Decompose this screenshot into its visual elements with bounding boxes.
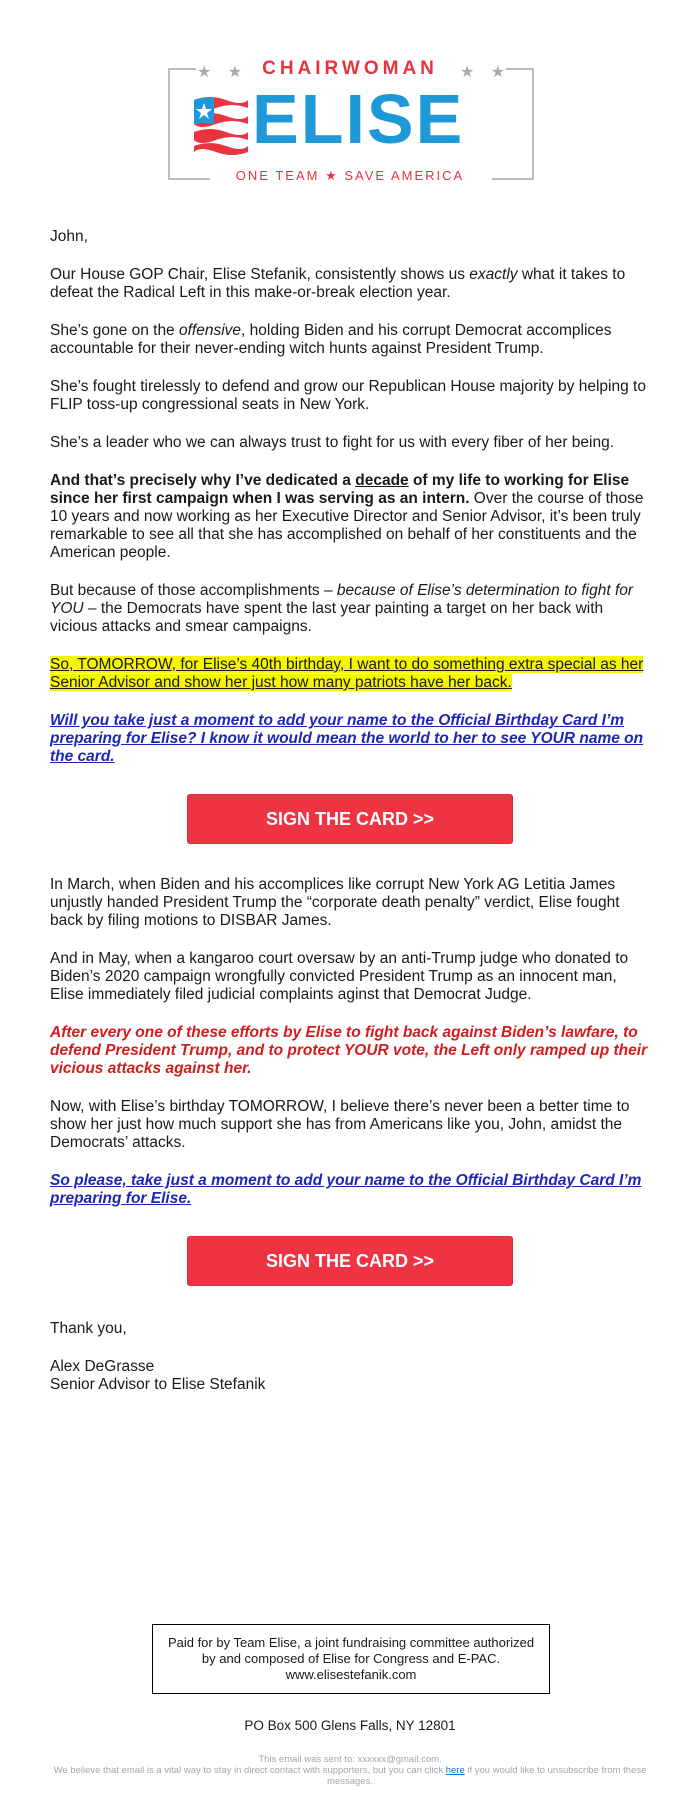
highlight-text: So, TOMORROW, for Elise’s 40th birthday, I want to do something extra special as her Senior Advisor and show her just how many patriots have her back. — [50, 656, 644, 691]
paragraph-11: Now, with Elise’s birthday TOMORROW, I believe there’s never been a better time to show her just how much support she has from Americans like you, John, amidst the Democrats’ attacks. — [50, 1098, 630, 1151]
paragraph-3: She’s fought tirelessly to defend and grow our Republican House majority by helping to FLIP toss-up congressional seats in New York. — [50, 378, 646, 413]
red-alert-paragraph: After every one of these efforts by Elise to fight back against Biden’s lawfare, to defend President Trump, and to protect YOUR vote, the Left only ramped up their vicious attacks against her. — [50, 1024, 648, 1077]
birthday-card-link-1[interactable]: Will you take just a moment to add your name to the Official Birthday Card I’m preparing for Elise? I know it would mean the world to her to see YOUR name on the card. — [50, 712, 644, 765]
paragraph-1: Our House GOP Chair, Elise Stefanik, consistently shows us exactly what it takes to defeat the Radical Left in this make-or-break election year. — [50, 266, 626, 301]
sent-to-text: This email was sent to: xxxxxx@gmail.com. — [258, 1754, 442, 1765]
unsubscribe-link[interactable]: here — [445, 1765, 465, 1776]
signature-name: Alex DeGrasse — [50, 1358, 155, 1375]
paragraph-5: And that’s precisely why I’ve dedicated a decade of my life to working for Elise since her first campaign when I was serving as an intern. Over the course of those 10 years and now working as her Executive Director and Senior Advisor, it’s been truly remarkable to see all that she has accomplished on behalf of her constituents and the American people. — [50, 472, 644, 561]
paragraph-6: But because of those accomplishments – because of Elise’s determination to fight for YOU – the Democrats have spent the last year painting a target on her back with vicious attacks and smear campaigns. — [50, 582, 634, 635]
flag-icon — [190, 94, 248, 158]
signature — [50, 1358, 650, 1394]
sign-the-card-button[interactable]: SIGN THE CARD >> — [187, 794, 513, 844]
logo-elise-text: ELISE — [252, 80, 465, 158]
paragraph-9: And in May, when a kangaroo court oversaw by an anti-Trump judge who donated to Biden’s 2020 campaign wrongfully convicted President Trump as an innocent man, Elise immediately filed judicial complaints aginst that Democrat Judge. — [50, 950, 629, 1003]
email-body — [50, 228, 650, 1394]
unsubscribe-notice: This email was sent to: xxxxxx@gmail.com. We believe that email is a vital way to stay in direct contact with supporters, but you can click here if you would like to unsubscribe from these messages. — [40, 1754, 660, 1787]
logo-tagline: ONE TEAM ★ SAVE AMERICA — [235, 168, 465, 183]
paid-for-disclaimer: Paid for by Team Elise, a joint fundraising committee authorized by and composed of Elise for Congress and E-PAC. www.elisestefanik.com — [152, 1624, 550, 1694]
greeting: John, — [50, 228, 88, 245]
star-icon: ★ ★ — [197, 64, 249, 81]
closing: Thank you, — [50, 1320, 127, 1337]
logo-chairwoman-text: CHAIRWOMAN — [262, 58, 438, 79]
logo — [0, 0, 700, 200]
paragraph-2: She’s gone on the offensive, holding Biden and his corrupt Democrat accomplices accountable for their never-ending witch hunts against President Trump. — [50, 322, 612, 357]
sign-the-card-button-2[interactable]: SIGN THE CARD >> — [187, 1236, 513, 1286]
paragraph-8: In March, when Biden and his accomplices like corrupt New York AG Letitia James unjustly handed President Trump the “corporate death penalty” verdict, Elise fought back by filing motions to DISBAR James. — [50, 876, 620, 929]
highlighted-paragraph — [50, 656, 650, 692]
star-icon: ★ ★ — [460, 64, 512, 81]
paragraph-4: She’s a leader who we can always trust to fight for us with every fiber of her being. — [50, 434, 615, 451]
signature-title: Senior Advisor to Elise Stefanik — [50, 1376, 266, 1393]
birthday-card-link-2[interactable]: So please, take just a moment to add your name to the Official Birthday Card I’m preparing for Elise. — [50, 1172, 642, 1207]
mailing-address: PO Box 500 Glens Falls, NY 12801 — [244, 1718, 456, 1733]
